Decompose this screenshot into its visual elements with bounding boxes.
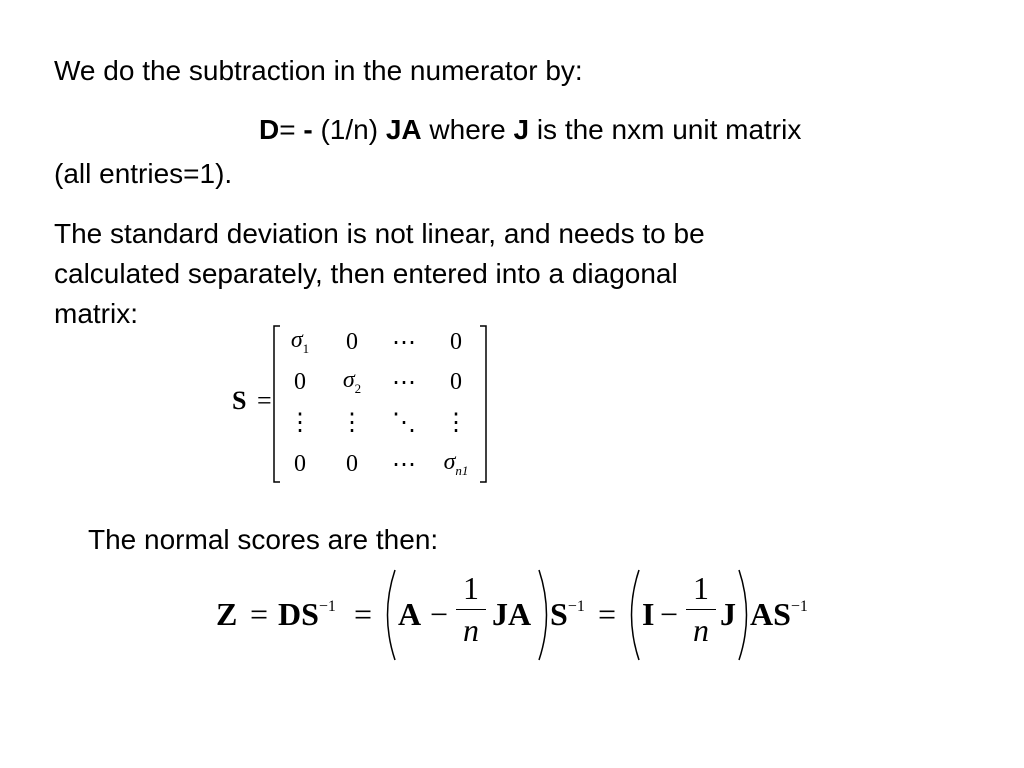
matrix-cell: 0 [346, 450, 358, 477]
matrix-equals: = [256, 386, 272, 415]
matrix-cell: 0 [346, 328, 358, 355]
line-all-entries: (all entries=1). [54, 158, 233, 189]
where-text: where [421, 114, 514, 145]
numerator: 1 [693, 570, 709, 606]
symbol-ja: JA [385, 114, 422, 145]
minus-sign: - [303, 114, 313, 145]
matrix-cell: $\sigma_{n1}$ [443, 449, 469, 478]
matrix-row [274, 322, 482, 362]
para-std-3: matrix: [54, 298, 138, 329]
matrix-cell: ⋯ [392, 451, 416, 478]
matrix-cell: ⋯ [392, 329, 416, 356]
matrix-cell: ⋯ [392, 369, 416, 396]
numerator: 1 [463, 570, 479, 606]
matrix-lhs: S [232, 386, 247, 415]
minus-1: − [430, 596, 449, 632]
minus-2: − [660, 596, 679, 632]
matrix-cell: ⋱ [392, 409, 416, 436]
symbol-d: D [259, 114, 280, 145]
para-std-1: The standard deviation is not linear, and needs to be [54, 218, 705, 249]
matrix-cell: ⋮ [444, 409, 468, 436]
inverse-exponent: −1 [318, 598, 336, 615]
matrix-row [274, 402, 482, 442]
symbol-ds: DS [278, 596, 319, 632]
matrix-cell: ⋮ [288, 409, 312, 436]
matrix-cell: $\sigma_2$ [342, 367, 362, 396]
matrix-cell: 0 [294, 368, 306, 395]
matrix-body [274, 322, 482, 486]
symbol-s: S [550, 596, 568, 632]
symbol-as: AS [750, 596, 791, 632]
equals-3: = [598, 596, 617, 632]
matrix-row [274, 442, 482, 486]
equation-z [212, 566, 832, 666]
equals-2: = [354, 596, 373, 632]
line-normal-scores: The normal scores are then: [88, 524, 439, 555]
unit-matrix-text: is the nxm unit matrix [529, 114, 802, 145]
one-over-n: (1/n) [312, 114, 386, 145]
equals-sign: = [279, 114, 304, 145]
equation-d [259, 111, 801, 149]
matrix-cell: 0 [450, 328, 462, 355]
symbol-z: Z [216, 596, 238, 632]
left-paren-1 [378, 568, 398, 662]
matrix-cell: $\sigma_1$ [290, 327, 310, 356]
fraction-1-over-n [686, 570, 716, 649]
matrix-cell: 0 [450, 368, 462, 395]
symbol-j: J [720, 596, 736, 632]
fraction-1-over-n [456, 570, 486, 649]
symbol-j: J [513, 114, 530, 145]
line-subtraction: We do the subtraction in the numerator by: [54, 55, 583, 86]
denominator: n [463, 612, 479, 648]
denominator: n [693, 612, 709, 648]
matrix-row [274, 362, 482, 402]
matrix-s [228, 322, 498, 488]
left-paren-2 [622, 568, 642, 662]
symbol-i: I [642, 596, 655, 632]
inverse-exponent: −1 [567, 598, 585, 615]
equals-1: = [250, 596, 269, 632]
matrix-cell: ⋮ [340, 409, 364, 436]
matrix-cell: 0 [294, 450, 306, 477]
para-std-2: calculated separately, then entered into a diagonal [54, 258, 678, 289]
symbol-ja: JA [492, 596, 532, 632]
inverse-exponent: −1 [790, 598, 808, 615]
symbol-a: A [398, 596, 422, 632]
